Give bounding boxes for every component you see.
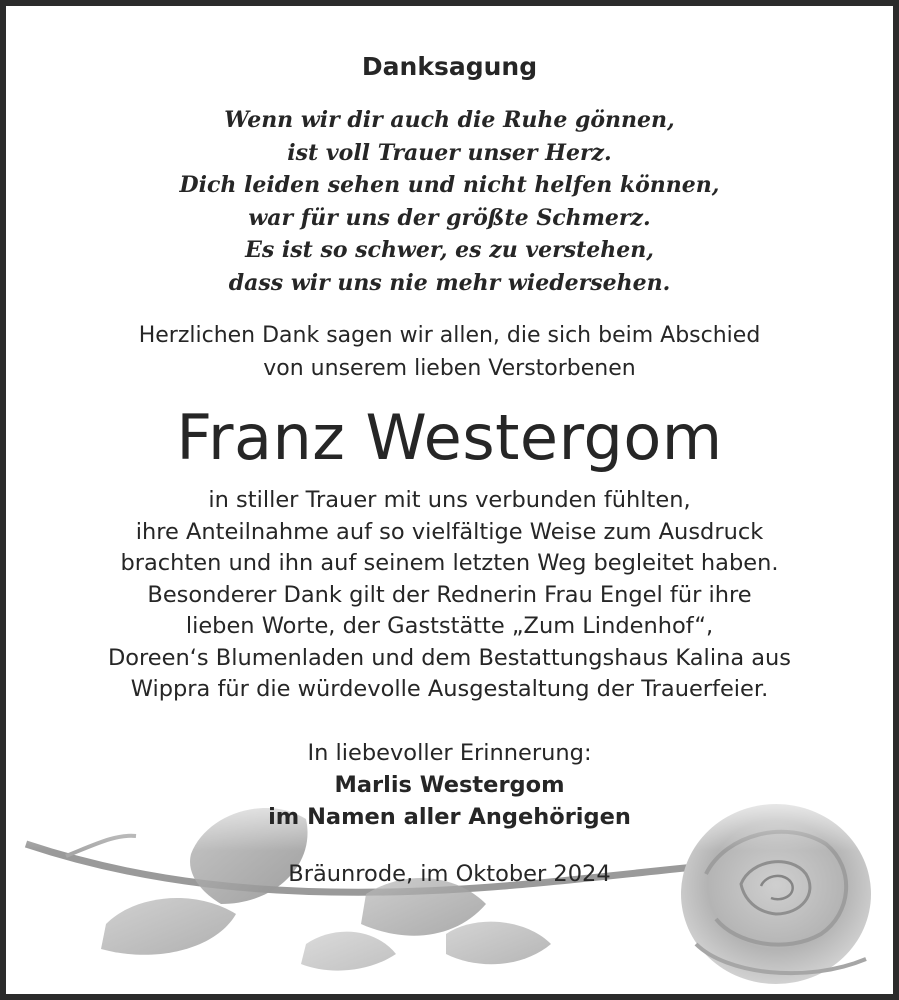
poem-line: Wenn wir dir auch die Ruhe gönnen,	[224, 107, 675, 133]
poem-line: dass wir uns nie mehr wiedersehen.	[228, 269, 671, 296]
body-line: Doreen‘s Blumenladen und dem Bestattungshaus Kalina aus	[107, 644, 792, 671]
body-line: ihre Anteilnahme auf so vielfältige Weise zum Ausdruck	[135, 518, 764, 545]
poem-line: Es ist so schwer, es zu verstehen,	[245, 237, 654, 263]
poem-line: ist voll Trauer unser Herz.	[287, 139, 612, 166]
place-date: Bräunrode, im Oktober 2024	[288, 861, 611, 887]
body-line: in stiller Trauer mit uns verbunden fühlten,	[208, 487, 691, 513]
body-line: lieben Worte, der Gaststätte „Zum Lindenhof“,	[185, 613, 714, 639]
body-line: Besonderer Dank gilt der Rednerin Frau Engel für ihre	[147, 581, 752, 608]
signature-relatives: im Namen aller Angehörigen	[268, 804, 631, 830]
thanks-body	[6, 485, 893, 706]
signature-name: Marlis Westergom	[334, 772, 565, 798]
poem-line: Dich leiden sehen und nicht helfen können,	[179, 172, 720, 198]
body-line: Wippra für die würdevolle Ausgestaltung der Trauerfeier.	[130, 676, 769, 702]
intro-line: von unserem lieben Verstorbenen	[263, 356, 636, 381]
memory-line: In liebevoller Erinnerung:	[307, 740, 592, 766]
notice-heading: Danksagung	[361, 52, 538, 81]
poem-line: war für uns der größte Schmerz.	[248, 204, 651, 231]
deceased-name: Franz Westergom	[176, 401, 723, 474]
signature	[6, 769, 893, 833]
intro-text	[6, 319, 893, 385]
body-line: brachten und ihn auf seinem letzten Weg begleitet haben.	[120, 550, 779, 576]
intro-line: Herzlichen Dank sagen wir allen, die sich beim Abschied	[138, 323, 761, 348]
poem	[6, 104, 893, 299]
